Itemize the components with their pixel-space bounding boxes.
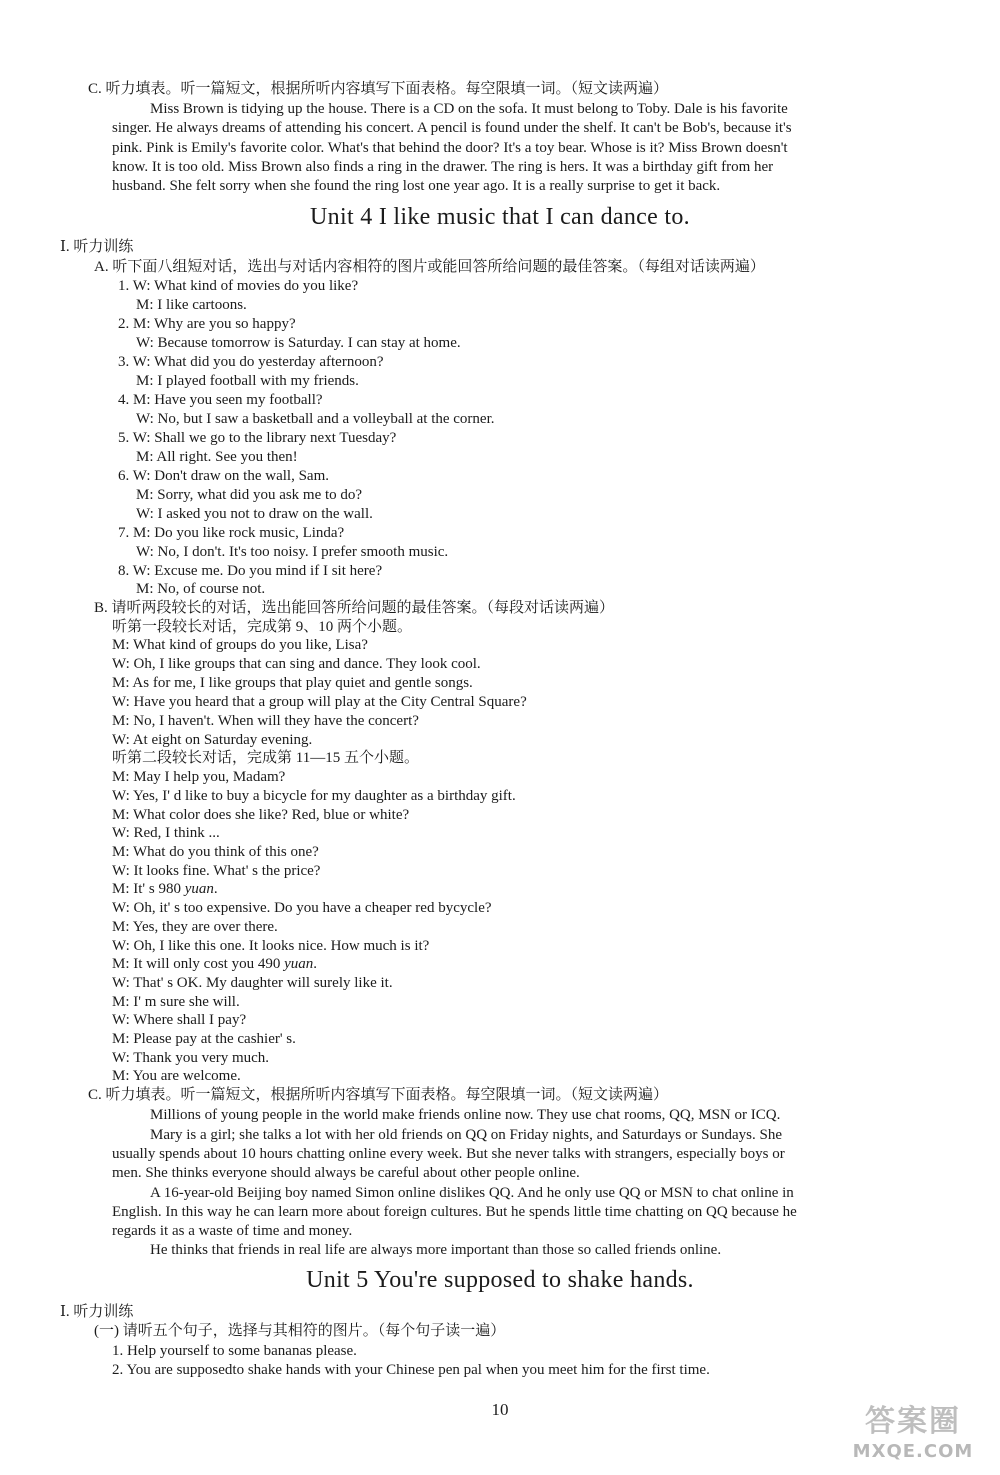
text-line [112,119,792,137]
text-line [112,1361,710,1379]
text-line-content: Millions of young people in the world make friends online now. They use chat rooms, QQ, MSN or ICQ. [150,1107,781,1123]
text-line [136,410,495,428]
page-number: 10 [491,1400,509,1419]
text-line [136,505,373,523]
text-line-content: M: May I help you, Madam? [112,769,286,785]
text-line [112,787,516,805]
text-line-content: M: Sorry, what did you ask me to do? [136,487,363,503]
text-line [112,768,285,786]
text-line-tail: . [313,956,318,972]
text-line [112,862,320,880]
text-line-content: English. In this way he can learn more about foreign cultures. But he spends little time chatting on QQ because he [112,1204,797,1220]
text-line [136,372,359,390]
text-line [94,599,614,617]
text-line [112,731,312,749]
text-line [112,177,720,195]
text-line-content: 7. M: Do you like rock music, Linda? [118,525,345,541]
text-line-content: 2. You are supposedto shake hands with your Chinese pen pal when you meet him for the first time. [112,1362,710,1378]
text-line [150,1106,780,1124]
text-line-content: men. She thinks everyone should always be careful about other people online. [112,1165,580,1181]
text-line-content: M: What color does she like? Red, blue or white? [112,807,410,823]
unit-title: Unit 5 You're supposed to shake hands. [306,1267,694,1293]
text-line-content: He thinks that friends in real life are always more important than those so called friends online. [150,1242,722,1258]
text-line [112,749,419,767]
text-line [136,543,448,561]
text-line-tail: . [213,881,218,897]
text-line-content: Miss Brown is tidying up the house. There is a CD on the sofa. It must belong to Toby. Dale is his favorite [150,101,788,117]
text-line [150,100,788,118]
text-line-content: Ⅰ. 听力训练 [60,1304,134,1320]
text-line-content: 4. M: Have you seen my football? [118,392,323,408]
text-line-content: M: You are welcome. [112,1068,241,1084]
text-line [112,1049,269,1067]
text-line-content: W: Oh, I like this one. It looks nice. How much is it? [112,938,430,954]
text-line [150,1184,794,1202]
text-line-content: M: What kind of groups do you like, Lisa? [112,637,368,653]
text-line [94,1322,505,1340]
text-line-content: Mary is a girl; she talks a lot with her old friends on QQ on Friday nights, and Saturdays or Sundays. She [150,1127,783,1143]
text-line [112,693,527,711]
text-line [150,1241,721,1259]
text-line-content: A. 听下面八组短对话，选出与对话内容相符的图片或能回答所给问题的最佳答案。（每组对话读两遍） [94,259,765,275]
text-line-content: M: What do you think of this one? [112,844,319,860]
text-line [112,674,473,692]
text-line [88,1086,668,1104]
text-line [112,1164,580,1182]
text-line-content: W: That' s OK. My daughter will surely like it. [112,975,393,991]
italic-word: yuan [284,956,314,972]
text-line-content: 3. W: What did you do yesterday afternoon? [118,354,384,370]
text-line-content: M: I like cartoons. [136,297,247,313]
text-line-content: W: Red, I think ... [112,825,220,841]
text-line [112,1030,296,1048]
text-line-content: M: It will only cost you 490 [112,956,285,972]
text-line-content: husband. She felt sorry when she found the ring lost one year ago. It is a really surprise to get it back. [112,178,721,194]
text-line [112,1145,785,1163]
text-line [118,467,329,485]
text-line-content: M: As for me, I like groups that play quiet and gentle songs. [112,675,473,691]
text-line-content: 1. W: What kind of movies do you like? [118,278,359,294]
text-line-content: (一) 请听五个句子，选择与其相符的图片。（每个句子读一遍） [94,1323,506,1339]
text-line-content: C. 听力填表。听一篇短文，根据所听内容填写下面表格。每空限填一词。（短文读两遍） [88,1087,669,1103]
text-line [112,806,409,824]
text-line [136,448,298,466]
text-line-content: regards it as a waste of time and money. [112,1223,353,1239]
text-line [112,139,788,157]
unit-title: Unit 4 I like music that I can dance to. [310,204,690,230]
text-line-content: M: I' m sure she will. [112,994,240,1010]
text-line [136,486,362,504]
text-line [112,918,278,936]
text-line-content: W: Yes, I' d like to buy a bicycle for my daughter as a birthday gift. [112,788,516,804]
text-line-content: W: It looks fine. What' s the price? [112,863,321,879]
text-line [112,1222,352,1240]
text-line-content: 听第二段较长对话，完成第 11—15 五个小题。 [112,750,419,766]
watermark-bottom-text: MXQE.COM [852,1441,974,1462]
text-line-content: M: Please pay at the cashier' s. [112,1031,296,1047]
text-line [112,1342,357,1360]
text-line [112,712,419,730]
text-line-content: usually spends about 10 hours chatting online every week. But she never talks with strangers, especially boys or [112,1146,785,1162]
text-line-content: W: I asked you not to draw on the wall. [136,506,373,522]
text-line-content: W: Where shall I pay? [112,1012,247,1028]
text-line-content: singer. He always dreams of attending his concert. A pencil is found under the shelf. It can't be Bob's, because it's [112,120,792,136]
text-line-content: pink. Pink is Emily's favorite color. What's that behind the door? It's a toy bear. Whose is it? Miss Brown doesn't [112,140,788,156]
text-line [118,277,358,295]
italic-word: yuan [184,881,214,897]
text-line [60,238,133,256]
text-line-content: W: Oh, it' s too expensive. Do you have a cheaper red bycycle? [112,900,492,916]
text-line-content: 2. M: Why are you so happy? [118,316,296,332]
text-line-content: 8. W: Excuse me. Do you mind if I sit here? [118,563,383,579]
text-line-content: M: All right. See you then! [136,449,298,465]
text-line [112,1203,797,1221]
text-line [112,880,218,898]
text-line [112,655,481,673]
text-line-content: 6. W: Don't draw on the wall, Sam. [118,468,330,484]
text-line [112,1067,241,1085]
text-line-content: M: No, I haven't. When will they have the concert? [112,713,419,729]
text-line [118,353,383,371]
text-line-content: W: Thank you very much. [112,1050,270,1066]
text-line-content: C. 听力填表。听一篇短文，根据所听内容填写下面表格。每空限填一词。（短文读两遍） [88,81,669,97]
text-line [118,315,296,333]
text-line-content: 听第一段较长对话，完成第 9、10 两个小题。 [112,619,413,635]
text-line-content: M: Yes, they are over there. [112,919,278,935]
text-line-content: A 16-year-old Beijing boy named Simon online dislikes QQ. And he only use QQ or MSN to chat online in [150,1185,794,1201]
text-line [112,955,317,973]
text-line-content: Ⅰ. 听力训练 [60,239,134,255]
text-line [118,429,396,447]
text-line [94,258,765,276]
text-line [150,1126,782,1144]
text-line [136,296,247,314]
text-line [112,974,393,992]
text-line [112,618,412,636]
text-line [112,158,773,176]
text-line-content: M: I played football with my friends. [136,373,359,389]
text-line [136,334,461,352]
text-line [112,824,220,842]
text-line-content: B. 请听两段较长的对话，选出能回答所给问题的最佳答案。（每段对话读两遍） [94,600,615,616]
watermark-top-text: 答案圈 [865,1404,961,1439]
text-line [112,937,429,955]
text-line [136,580,265,598]
text-line [112,899,492,917]
text-line-content: W: At eight on Saturday evening. [112,732,313,748]
text-line-content: W: No, I don't. It's too noisy. I prefer smooth music. [136,544,449,560]
watermark-logo [838,1403,988,1469]
text-line [60,1303,133,1321]
text-line-content: 1. Help yourself to some bananas please. [112,1343,357,1359]
text-line [112,636,368,654]
text-line [118,562,382,580]
text-line-content: know. It is too old. Miss Brown also finds a ring in the drawer. The ring is hers. It was a birthday gift from her [112,159,774,175]
text-line-content: W: Because tomorrow is Saturday. I can stay at home. [136,335,461,351]
text-line [88,80,668,98]
text-line-content: W: Oh, I like groups that can sing and dance. They look cool. [112,656,481,672]
text-line-content: 5. W: Shall we go to the library next Tuesday? [118,430,397,446]
text-line [112,843,319,861]
text-line [112,1011,246,1029]
text-line [112,993,240,1011]
text-line-content: W: No, but I saw a basketball and a volleyball at the corner. [136,411,495,427]
text-line-content: M: It' s 980 [112,881,185,897]
text-line-content: W: Have you heard that a group will play at the City Central Square? [112,694,527,710]
text-line-content: M: No, of course not. [136,581,266,597]
text-line [118,524,344,542]
text-line [118,391,323,409]
